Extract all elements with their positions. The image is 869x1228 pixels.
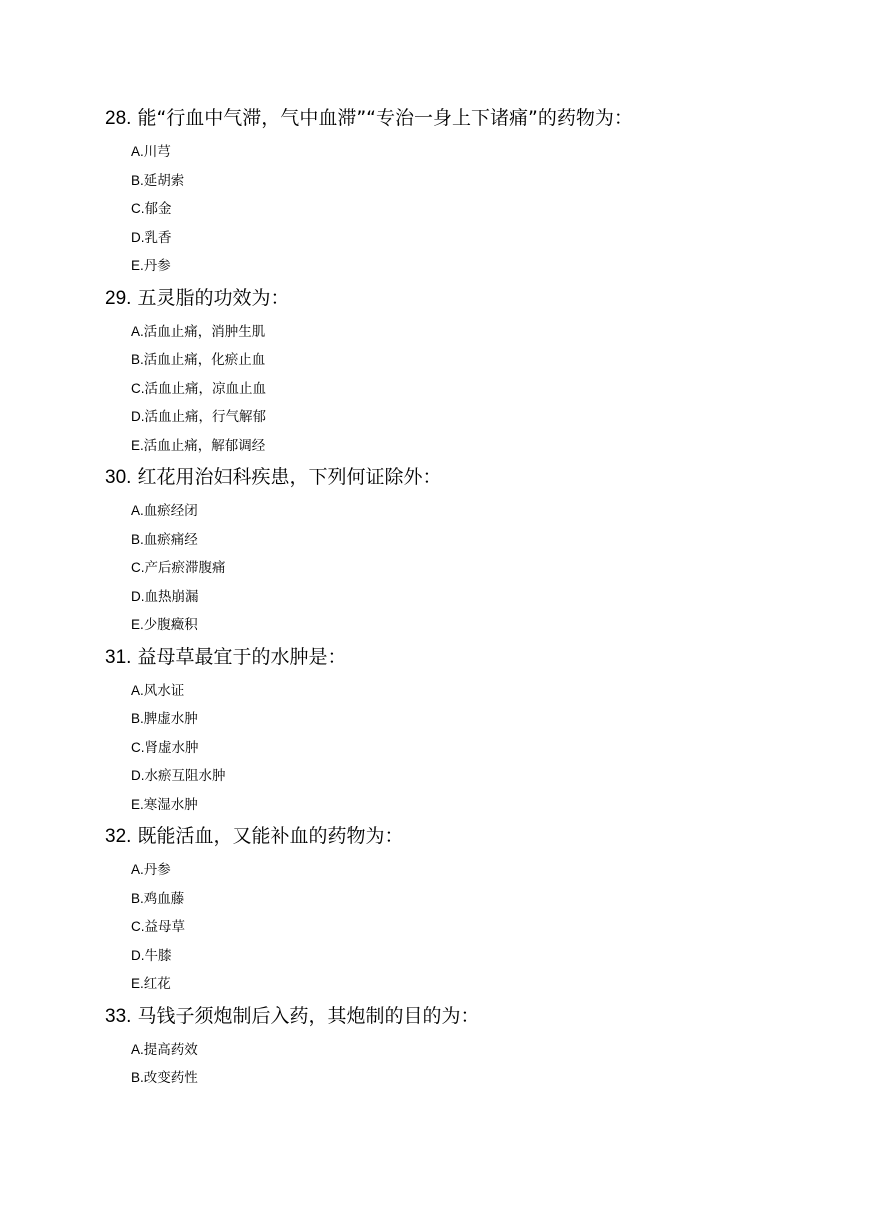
option-letter: C. [131, 919, 145, 934]
answer-option [131, 432, 825, 461]
option-text: 川芎 [143, 144, 171, 160]
option-list [105, 856, 825, 999]
question-number: 29. [105, 287, 132, 309]
option-text: 血热崩漏 [144, 588, 199, 605]
option-letter: B. [131, 352, 144, 367]
question-text: 能“行血中气滞，气中血滞”“专治一身上下诸痛”的药物为： [137, 107, 633, 129]
question-title [105, 101, 825, 135]
question-block [105, 460, 825, 640]
question-number: 28. [105, 108, 132, 129]
question-title [105, 460, 825, 494]
option-text: 乳香 [144, 229, 172, 246]
option-letter: E. [131, 796, 144, 812]
answer-option [131, 554, 825, 583]
option-letter: D. [131, 409, 145, 424]
option-text: 红花 [143, 976, 171, 992]
option-text: 活血止痛，消肿生肌 [143, 323, 266, 340]
option-list [105, 318, 825, 461]
answer-option [131, 1064, 825, 1093]
option-letter: D. [131, 588, 145, 604]
question-text: 既能活血，又能补血的药物为： [137, 825, 404, 847]
option-letter: E. [131, 976, 144, 991]
option-text: 少腹癥积 [143, 617, 198, 633]
question-number: 30. [105, 467, 132, 488]
answer-option [131, 497, 825, 526]
question-title [105, 640, 825, 674]
option-list [105, 138, 825, 281]
option-text: 鸡血藤 [143, 890, 185, 907]
question-block [105, 640, 825, 820]
answer-option [131, 138, 825, 167]
question-text: 五灵脂的功效为： [137, 286, 290, 309]
question-number: 31. [105, 646, 132, 668]
option-text: 活血止痛，行气解郁 [144, 409, 266, 425]
question-list [105, 101, 825, 1093]
question-title [105, 281, 825, 315]
answer-option [131, 791, 825, 820]
option-text: 益母草 [144, 919, 185, 935]
option-letter: C. [131, 380, 145, 396]
option-text: 丹参 [143, 862, 171, 878]
question-block [105, 281, 825, 461]
option-letter: E. [131, 437, 144, 453]
option-list [105, 677, 825, 820]
question-number: 32. [105, 826, 132, 847]
answer-option [131, 762, 825, 791]
option-text: 丹参 [143, 258, 171, 274]
option-text: 产后瘀滞腹痛 [144, 560, 226, 576]
answer-option [131, 526, 825, 555]
option-letter: A. [131, 682, 144, 698]
question-title [105, 999, 825, 1033]
option-letter: A. [131, 1041, 144, 1057]
option-text: 活血止痛，解郁调经 [143, 437, 266, 454]
answer-option [131, 856, 825, 885]
option-list [105, 497, 825, 640]
answer-option [131, 403, 825, 432]
option-letter: D. [131, 768, 145, 783]
option-letter: C. [131, 560, 145, 575]
question-block [105, 999, 825, 1093]
option-text: 水瘀互阻水肿 [144, 768, 226, 784]
option-text: 寒湿水肿 [143, 796, 198, 813]
answer-option [131, 885, 825, 914]
question-title [105, 819, 825, 853]
answer-option [131, 583, 825, 612]
option-text: 活血止痛，化瘀止血 [143, 352, 266, 368]
answer-option [131, 705, 825, 734]
answer-option [131, 1036, 825, 1065]
answer-option [131, 375, 825, 404]
option-letter: A. [131, 323, 144, 339]
answer-option [131, 167, 825, 196]
option-letter: D. [131, 947, 145, 963]
question-block [105, 819, 825, 999]
option-text: 郁金 [144, 201, 172, 217]
option-text: 风水证 [143, 682, 185, 699]
option-text: 提高药效 [143, 1041, 198, 1058]
answer-option [131, 611, 825, 640]
option-letter: A. [131, 862, 144, 877]
answer-option [131, 913, 825, 942]
question-number: 33. [105, 1005, 132, 1027]
option-letter: E. [131, 617, 144, 632]
option-list [105, 1036, 825, 1093]
answer-option [131, 677, 825, 706]
question-text: 马钱子须炮制后入药，其炮制的目的为： [137, 1004, 480, 1027]
option-letter: D. [131, 229, 145, 245]
answer-option [131, 224, 825, 253]
answer-option [131, 346, 825, 375]
option-text: 脾虚水肿 [143, 711, 198, 727]
answer-option [131, 195, 825, 224]
option-letter: A. [131, 503, 144, 518]
option-text: 肾虚水肿 [144, 739, 199, 756]
option-text: 延胡索 [143, 172, 185, 189]
option-text: 血瘀经闭 [143, 503, 198, 519]
answer-option [131, 252, 825, 281]
option-letter: B. [131, 1070, 144, 1085]
option-text: 活血止痛，凉血止血 [144, 380, 266, 397]
question-text: 红花用治妇科疾患，下列何证除外： [137, 466, 442, 488]
option-text: 改变药性 [143, 1070, 198, 1086]
option-letter: C. [131, 739, 145, 755]
option-letter: B. [131, 890, 144, 906]
answer-option [131, 970, 825, 999]
option-letter: B. [131, 172, 144, 188]
option-letter: B. [131, 531, 144, 547]
option-text: 牛膝 [144, 947, 172, 964]
option-letter: A. [131, 144, 144, 159]
option-letter: E. [131, 258, 144, 273]
option-text: 血瘀痛经 [143, 531, 198, 548]
question-text: 益母草最宜于的水肿是： [137, 645, 347, 668]
option-letter: C. [131, 201, 145, 216]
answer-option [131, 734, 825, 763]
answer-option [131, 318, 825, 347]
answer-option [131, 942, 825, 971]
option-letter: B. [131, 711, 144, 726]
question-block [105, 101, 825, 281]
